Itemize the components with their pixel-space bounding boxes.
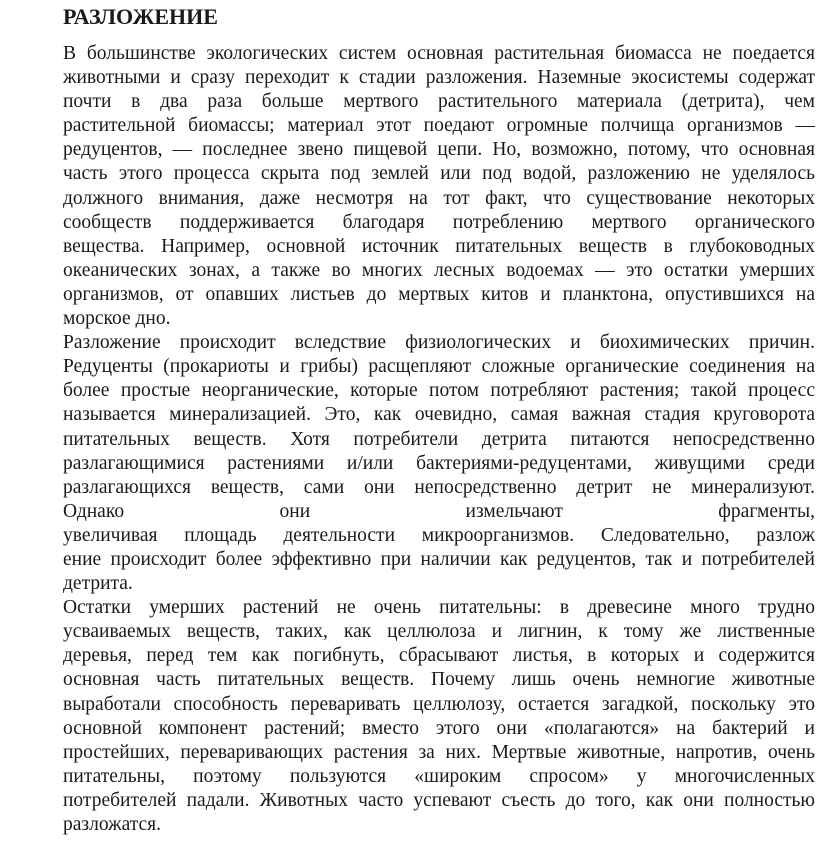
text-line: В большинстве экологических систем основная растительная биомасса не поедается	[63, 43, 815, 64]
text-line: должного внимания, даже несмотря на тот факт, что существование некоторых	[63, 187, 815, 209]
text-line: Остатки умерших растений не очень питательны: в древесине много трудно	[63, 597, 815, 619]
text-line: питательны, поэтому пользуются «широким спросом» у многочисленных	[63, 765, 815, 787]
text-line: потребителей падали. Животных часто успевают съесть до того, как они полностью	[63, 789, 815, 811]
text-line: ение происходит более эффективно при наличии как редуцентов, так и потребителей	[63, 548, 815, 570]
text-line: океанических зонах, а также во многих лесных водоемах — это остатки умерших	[63, 259, 815, 281]
paragraph-2	[63, 331, 815, 596]
text-line: вещества. Например, основной источник питательных веществ в глубоководных	[63, 235, 815, 257]
text-line: Редуценты (прокариоты и грибы) расщепляют сложные органические соединения на	[63, 356, 815, 378]
paragraph-1	[63, 42, 815, 331]
text-line: часть этого процесса скрыта под землей или под водой, разложению не уделялось	[63, 163, 815, 185]
text-line: животными и сразу переходит к стадии разложения. Наземные экосистемы содержат	[63, 67, 815, 89]
text-line: редуцентов, — последнее звено пищевой цепи. Но, возможно, потому, что основная	[63, 139, 815, 161]
text-line: называется минерализацией. Это, как очевидно, самая важная стадия круговорота	[63, 404, 815, 426]
text-line: разлагающихся веществ, сами они непосредственно детрит не минерализуют.	[63, 476, 815, 498]
text-line: организмов, от опавших листьев до мертвых китов и планктона, опустившихся на	[63, 283, 815, 305]
text-line: разлагающимися растениями и/или бактериями-редуцентами, живущими среди	[63, 452, 815, 474]
document-page	[63, 0, 815, 837]
text-line: Однако они измельчают фрагменты,	[63, 500, 815, 522]
text-line: детрита.	[63, 573, 133, 595]
text-line: морское дно.	[63, 308, 171, 330]
page-title: РАЗЛОЖЕНИЕ	[63, 4, 218, 29]
text-line: основной компонент растений; вместо этого они «полагаются» на бактерий и	[63, 717, 815, 739]
text-line: выработали способность переваривать целлюлозу, остается загадкой, поскольку это	[63, 693, 815, 715]
text-line: простейших, переваривающих растения за них. Мертвые животные, напротив, очень	[63, 741, 815, 763]
text-line: усваиваемых веществ, таких, как целлюлоза и лигнин, к тому же лиственные	[63, 621, 815, 643]
text-line: основная часть питательных веществ. Почему лишь очень немногие животные	[63, 669, 815, 691]
text-line: деревья, перед тем как погибнуть, сбрасывают листья, в которых и содержится	[63, 645, 815, 667]
text-line: почти в два раза больше мертвого растительного материала (детрита), чем	[63, 91, 815, 113]
text-line: сообществ поддерживается благодаря потреблению мертвого органического	[63, 211, 815, 233]
paragraph-3	[63, 596, 815, 837]
text-line: увеличивая площадь деятельности микроорганизмов. Следовательно, разлож	[63, 524, 815, 546]
text-line: разложатся.	[63, 814, 161, 835]
text-line: более простые неорганические, которые потом потребляют растения; такой процесс	[63, 380, 815, 402]
text-line: Разложение происходит вследствие физиологических и биохимических причин.	[63, 332, 815, 354]
text-line: питательных веществ. Хотя потребители детрита питаются непосредственно	[63, 428, 815, 450]
text-line: растительной биомассы; материал этот поедают огромные полчища организмов —	[63, 115, 815, 137]
